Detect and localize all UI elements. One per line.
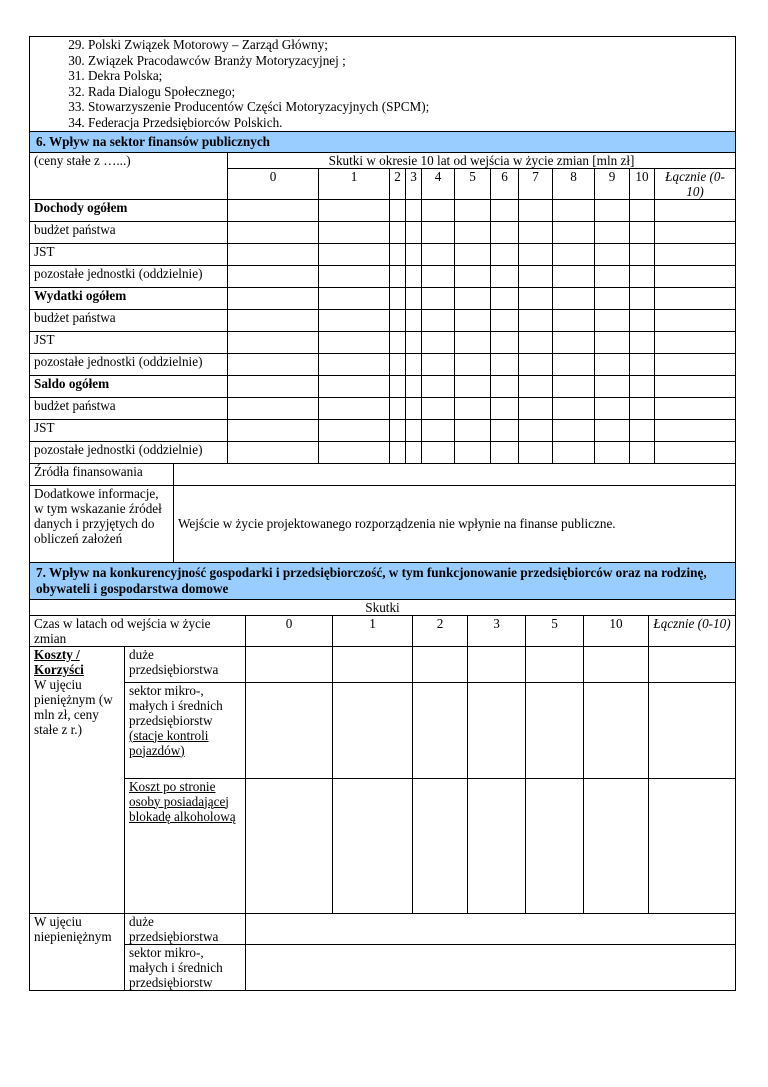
finance-cell [455, 287, 491, 309]
finance-cell [655, 309, 736, 331]
monetary-row [30, 682, 736, 778]
finance-cell [406, 287, 422, 309]
finance-cell [595, 199, 630, 221]
finance-cell [630, 397, 655, 419]
finance-cell [319, 397, 390, 419]
finance-cell [390, 309, 406, 331]
finance-cell [390, 397, 406, 419]
finance-row-label: pozostałe jednostki (oddzielnie) [30, 265, 228, 287]
year-header: 10 [630, 168, 655, 199]
finance-cell [228, 309, 319, 331]
year-header: 5 [455, 168, 491, 199]
finance-cell [595, 221, 630, 243]
finance-cell [519, 287, 553, 309]
finance-cell [630, 353, 655, 375]
finance-cell [390, 265, 406, 287]
finance-row-label: JST [30, 243, 228, 265]
finance-cell [406, 353, 422, 375]
year-header: 7 [519, 168, 553, 199]
monetary-row-text: duże przedsiębiorstwa [129, 646, 219, 677]
finance-cell [595, 331, 630, 353]
finance-row [30, 309, 736, 331]
finance-cell [655, 199, 736, 221]
finance-cell [455, 375, 491, 397]
finance-cell [422, 397, 455, 419]
finance-cell [553, 353, 595, 375]
finance-cell [390, 375, 406, 397]
finance-cell [553, 309, 595, 331]
finance-cell [319, 243, 390, 265]
finance-cell [491, 309, 519, 331]
finance-cell [630, 265, 655, 287]
finance-row [30, 199, 736, 221]
finance-cell [553, 199, 595, 221]
monetary-cell [526, 646, 584, 682]
nonmonetary-value [246, 944, 736, 990]
nonmonetary-row-label: duże przedsiębiorstwa [125, 913, 246, 944]
finance-cell [228, 441, 319, 463]
year-header: 6 [491, 168, 519, 199]
year-header: 3 [406, 168, 422, 199]
section6-table [29, 36, 736, 600]
finance-row-label: JST [30, 331, 228, 353]
finance-cell [491, 375, 519, 397]
finance-cell [491, 243, 519, 265]
finance-cell [519, 243, 553, 265]
finance-cell [553, 243, 595, 265]
monetary-cell [649, 778, 736, 913]
finance-cell [491, 419, 519, 441]
year-header: 9 [595, 168, 630, 199]
finance-cell [406, 243, 422, 265]
finance-cell [406, 397, 422, 419]
finance-cell [595, 353, 630, 375]
finance-cell [228, 265, 319, 287]
finance-row [30, 221, 736, 243]
finance-cell [406, 265, 422, 287]
nonmonetary-row [30, 913, 736, 944]
finance-cell [519, 221, 553, 243]
stakeholder-list [30, 37, 736, 132]
finance-cell [630, 199, 655, 221]
section7-title: 7. Wpływ na konkurencyjność gospodarki i przedsiębiorczość, w tym funkcjonowanie przedsiębiorców oraz na rodzinę, obywateli i gospodarstwa domowe [30, 562, 736, 599]
finance-cell [228, 375, 319, 397]
finance-row-label: pozostałe jednostki (oddzielnie) [30, 441, 228, 463]
finance-row [30, 419, 736, 441]
finance-cell [519, 375, 553, 397]
finance-cell [655, 331, 736, 353]
finance-cell [553, 441, 595, 463]
finance-cell [630, 375, 655, 397]
finance-row-label: Wydatki ogółem [30, 287, 228, 309]
monetary-rows [30, 646, 736, 913]
finance-row [30, 331, 736, 353]
s7-year-header: 1 [333, 615, 413, 646]
finance-cell [422, 441, 455, 463]
s7-year-header-row [30, 615, 736, 646]
finance-cell [553, 419, 595, 441]
finance-cell [455, 419, 491, 441]
finance-cell [595, 309, 630, 331]
finance-cell [390, 199, 406, 221]
s7-year-header: 0 [246, 615, 333, 646]
finance-cell [491, 221, 519, 243]
finance-cell [655, 353, 736, 375]
finance-cell [422, 199, 455, 221]
finance-cell [455, 199, 491, 221]
stakeholder-item: 32. Rada Dialogu Społecznego; [88, 84, 735, 100]
monetary-cell [468, 646, 526, 682]
finance-cell [228, 419, 319, 441]
finance-row-label: Dochody ogółem [30, 199, 228, 221]
additional-info-value: Wejście w życie projektowanego rozporządzenia nie wpłynie na finanse publiczne. [174, 485, 736, 562]
finance-row-label: Saldo ogółem [30, 375, 228, 397]
finance-cell [228, 199, 319, 221]
finance-cell [422, 331, 455, 353]
finance-cell [455, 397, 491, 419]
finance-cell [595, 265, 630, 287]
monetary-cell [526, 682, 584, 778]
finance-cell [655, 419, 736, 441]
nonmonetary-value [246, 913, 736, 944]
finance-cell [491, 397, 519, 419]
finance-cell [630, 287, 655, 309]
year-header: 4 [422, 168, 455, 199]
finance-cell [655, 375, 736, 397]
finance-cell [406, 199, 422, 221]
finance-cell [422, 309, 455, 331]
finance-row [30, 243, 736, 265]
finance-cell [491, 199, 519, 221]
nonmonetary-row [30, 944, 736, 990]
finance-cell [455, 265, 491, 287]
finance-row-label: budżet państwa [30, 221, 228, 243]
finance-cell [491, 265, 519, 287]
finance-cell [519, 331, 553, 353]
monetary-head-cell [30, 646, 125, 913]
finance-cell [455, 331, 491, 353]
monetary-cell [649, 682, 736, 778]
finance-cell [655, 265, 736, 287]
finance-cell [406, 375, 422, 397]
monetary-row [30, 778, 736, 913]
finance-cell [390, 287, 406, 309]
finance-cell [319, 309, 390, 331]
finance-cell [455, 221, 491, 243]
monetary-cell [468, 778, 526, 913]
stakeholder-item: 31. Dekra Polska; [88, 68, 735, 84]
finance-cell [630, 243, 655, 265]
monetary-desc: W ujęciu pieniężnym (w mln zł, ceny stałe z r.) [34, 676, 113, 737]
section7-table [29, 599, 736, 991]
additional-info-label: Dodatkowe informacje, w tym wskazanie źródeł danych i przyjętych do obliczeń założeń [30, 485, 174, 562]
finance-cell [655, 397, 736, 419]
finance-cell [319, 375, 390, 397]
nonmonetary-row-label: sektor mikro-, małych i średnich przedsiębiorstw [125, 944, 246, 990]
finance-cell [519, 265, 553, 287]
finance-cell [319, 331, 390, 353]
finance-cell [595, 441, 630, 463]
monetary-row-text: sektor mikro-, małych i średnich przedsiębiorstw [129, 682, 223, 728]
monetary-cell [584, 646, 649, 682]
monetary-row-underlined: (stacje kontroli pojazdów) [129, 727, 209, 758]
finance-cell [630, 221, 655, 243]
monetary-cell [333, 778, 413, 913]
finance-cell [553, 265, 595, 287]
monetary-row-label [125, 778, 246, 913]
finance-row [30, 353, 736, 375]
section6-title: 6. Wpływ na sektor finansów publicznych [30, 131, 736, 152]
finance-row [30, 265, 736, 287]
finance-row [30, 287, 736, 309]
finance-cell [422, 419, 455, 441]
total-header: Łącznie (0-10) [655, 168, 736, 199]
finance-cell [422, 221, 455, 243]
finance-cell [553, 287, 595, 309]
finance-cell [406, 221, 422, 243]
finance-cell [553, 331, 595, 353]
nonmonetary-rows [30, 913, 736, 990]
finance-row [30, 375, 736, 397]
effects-label: Skutki w okresie 10 lat od wejścia w życie zmian [mln zł] [228, 152, 736, 168]
monetary-cell [246, 778, 333, 913]
monetary-row-label [125, 682, 246, 778]
finance-cell [655, 243, 736, 265]
finance-cell [519, 419, 553, 441]
s7-effects-label: Skutki [30, 599, 736, 615]
section6-rows [30, 199, 736, 463]
year-header: 0 [228, 168, 319, 199]
finance-cell [491, 331, 519, 353]
monetary-cell [413, 778, 468, 913]
finance-cell [319, 287, 390, 309]
finance-cell [390, 331, 406, 353]
monetary-cell [413, 646, 468, 682]
finance-cell [422, 265, 455, 287]
finance-cell [228, 331, 319, 353]
monetary-cell [333, 646, 413, 682]
finance-cell [553, 375, 595, 397]
finance-cell [655, 221, 736, 243]
finance-cell [390, 441, 406, 463]
monetary-row-underlined: Koszt po stronie osoby posiadającej blokadę alkoholową [129, 778, 236, 824]
finance-cell [595, 375, 630, 397]
stakeholder-item: 33. Stowarzyszenie Producentów Części Motoryzacyjnych (SPCM); [88, 99, 735, 115]
nonmonetary-label: W ujęciu niepieniężnym [30, 913, 125, 990]
finance-cell [228, 287, 319, 309]
monetary-cell [246, 646, 333, 682]
finance-cell [422, 353, 455, 375]
finance-cell [595, 397, 630, 419]
finance-cell [390, 419, 406, 441]
finance-cell [228, 397, 319, 419]
finance-cell [390, 353, 406, 375]
finance-cell [319, 265, 390, 287]
finance-cell [655, 287, 736, 309]
monetary-cell [333, 682, 413, 778]
finance-cell [406, 441, 422, 463]
stakeholder-item: 30. Związek Pracodawców Branży Motoryzacyjnej ; [88, 53, 735, 69]
finance-cell [595, 243, 630, 265]
finance-cell [655, 441, 736, 463]
finance-row-label: pozostałe jednostki (oddzielnie) [30, 353, 228, 375]
finance-cell [422, 375, 455, 397]
finance-cell [406, 309, 422, 331]
finance-cell [455, 309, 491, 331]
finance-cell [519, 353, 553, 375]
year-header: 2 [390, 168, 406, 199]
finance-cell [319, 441, 390, 463]
funding-label: Źródła finansowania [30, 463, 174, 485]
finance-cell [553, 221, 595, 243]
monetary-cell [584, 778, 649, 913]
monetary-cell [468, 682, 526, 778]
monetary-cell [649, 646, 736, 682]
s7-year-header: 5 [526, 615, 584, 646]
finance-cell [595, 419, 630, 441]
finance-cell [491, 287, 519, 309]
finance-cell [228, 353, 319, 375]
finance-row-label: budżet państwa [30, 309, 228, 331]
finance-cell [319, 419, 390, 441]
monetary-cell [413, 682, 468, 778]
monetary-row [30, 646, 736, 682]
finance-cell [630, 419, 655, 441]
s7-total-header: Łącznie (0-10) [649, 615, 736, 646]
finance-row-label: budżet państwa [30, 397, 228, 419]
stakeholder-ordered-list [30, 37, 735, 131]
time-label: Czas w latach od wejścia w życie zmian [30, 615, 246, 646]
finance-cell [390, 243, 406, 265]
finance-cell [228, 221, 319, 243]
finance-cell [319, 221, 390, 243]
finance-cell [422, 287, 455, 309]
finance-cell [630, 331, 655, 353]
finance-cell [519, 199, 553, 221]
assessment-form [29, 36, 735, 991]
prices-label: (ceny stałe z …...) [30, 152, 228, 199]
finance-cell [630, 441, 655, 463]
monetary-cell [584, 682, 649, 778]
stakeholder-item: 29. Polski Związek Motorowy – Zarząd Główny; [88, 37, 735, 53]
finance-cell [390, 221, 406, 243]
monetary-row-label [125, 646, 246, 682]
s7-year-header: 10 [584, 615, 649, 646]
finance-cell [455, 441, 491, 463]
finance-cell [319, 199, 390, 221]
funding-value [174, 463, 736, 485]
monetary-cell [526, 778, 584, 913]
finance-cell [519, 397, 553, 419]
finance-cell [406, 331, 422, 353]
year-header: 1 [319, 168, 390, 199]
s7-year-header: 3 [468, 615, 526, 646]
s7-year-header: 2 [413, 615, 468, 646]
finance-row [30, 397, 736, 419]
finance-cell [491, 441, 519, 463]
finance-cell [595, 287, 630, 309]
finance-cell [228, 243, 319, 265]
finance-cell [455, 353, 491, 375]
finance-cell [519, 309, 553, 331]
year-header: 8 [553, 168, 595, 199]
finance-cell [519, 441, 553, 463]
finance-cell [553, 397, 595, 419]
finance-row-label: JST [30, 419, 228, 441]
finance-cell [491, 353, 519, 375]
monetary-cell [246, 682, 333, 778]
costs-benefits-label: Koszty / Korzyści [34, 646, 84, 677]
finance-cell [406, 419, 422, 441]
finance-cell [319, 353, 390, 375]
finance-cell [422, 243, 455, 265]
finance-cell [455, 243, 491, 265]
finance-row [30, 441, 736, 463]
finance-cell [630, 309, 655, 331]
stakeholder-item: 34. Federacja Przedsiębiorców Polskich. [88, 115, 735, 131]
